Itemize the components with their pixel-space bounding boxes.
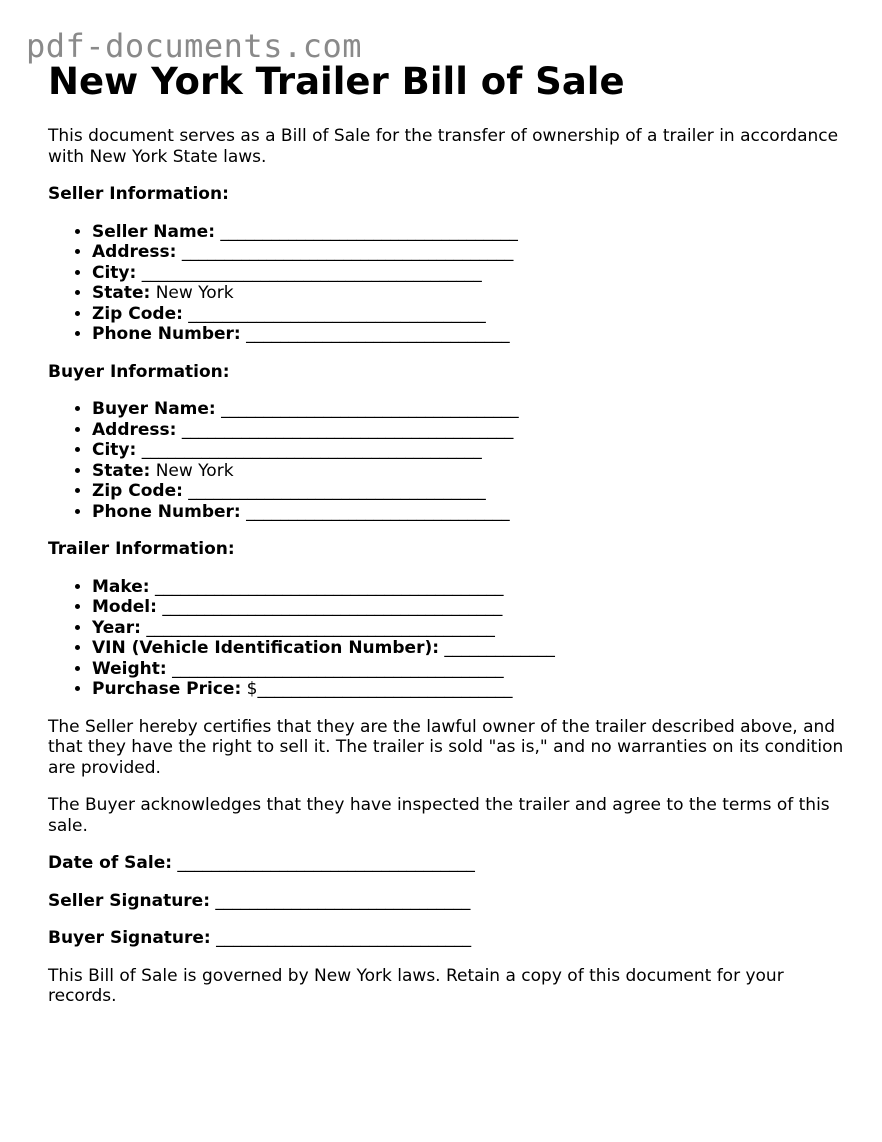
seller-section-heading: Seller Information: [48, 184, 229, 204]
seller-state-field: • State: New York [92, 283, 848, 304]
seller-signature-field[interactable]: Seller Signature: ______________________________ [48, 890, 471, 911]
trailer-field-list [48, 577, 848, 700]
trailer-weight-field[interactable]: • Weight: _______________________________________ [92, 659, 848, 680]
acknowledgement-paragraph: The Buyer acknowledges that they have inspected the trailer and agree to the terms of this sale. [48, 795, 830, 836]
certification-paragraph: The Seller hereby certifies that they are the lawful owner of the trailer described above, and that they have the right to sell it. The trailer is sold "as is," and no warranties on its condition are provided. [48, 716, 844, 778]
seller-address-field[interactable]: • Address: _______________________________________ [92, 242, 848, 263]
trailer-section-heading: Trailer Information: [48, 539, 235, 559]
buyer-state-field: • State: New York [92, 461, 848, 482]
intro-paragraph: This document serves as a Bill of Sale for the transfer of ownership of a trailer in accordance with New York State laws. [48, 126, 839, 167]
buyer-field-list [48, 399, 848, 522]
seller-field-list [48, 222, 848, 345]
buyer-signature-field[interactable]: Buyer Signature: ______________________________ [48, 928, 472, 948]
page-title: New York Trailer Bill of Sale [48, 60, 625, 103]
trailer-model-field[interactable]: • Model: ________________________________________ [92, 597, 848, 618]
buyer-phone-field[interactable]: • Phone Number: _______________________________ [92, 502, 848, 523]
footer-paragraph: This Bill of Sale is governed by New York laws. Retain a copy of this document for your records. [48, 965, 784, 1006]
trailer-vin-field[interactable]: • VIN (Vehicle Identification Number): _____________ [92, 638, 848, 659]
seller-zip-field[interactable]: • Zip Code: ___________________________________ [92, 304, 848, 325]
buyer-zip-field[interactable]: • Zip Code: ___________________________________ [92, 481, 848, 502]
buyer-city-field[interactable]: • City: ________________________________________ [92, 440, 848, 461]
trailer-year-field[interactable]: • Year: _________________________________________ [92, 618, 848, 639]
trailer-make-field[interactable]: • Make: _________________________________________ [92, 577, 848, 598]
watermark: pdf-documents.com [26, 27, 363, 65]
trailer-price-field[interactable]: • Purchase Price: $______________________________ [92, 679, 848, 700]
seller-city-field[interactable]: • City: ________________________________________ [92, 263, 848, 284]
buyer-section-heading: Buyer Information: [48, 361, 230, 382]
document-body [48, 58, 848, 1007]
seller-phone-field[interactable]: • Phone Number: _______________________________ [92, 324, 848, 345]
date-of-sale-field[interactable]: Date of Sale: ___________________________________ [48, 853, 475, 873]
buyer-address-field[interactable]: • Address: _______________________________________ [92, 420, 848, 441]
seller-name-field[interactable]: • Seller Name: ___________________________________ [92, 222, 848, 243]
buyer-name-field[interactable]: • Buyer Name: ___________________________________ [92, 399, 848, 420]
